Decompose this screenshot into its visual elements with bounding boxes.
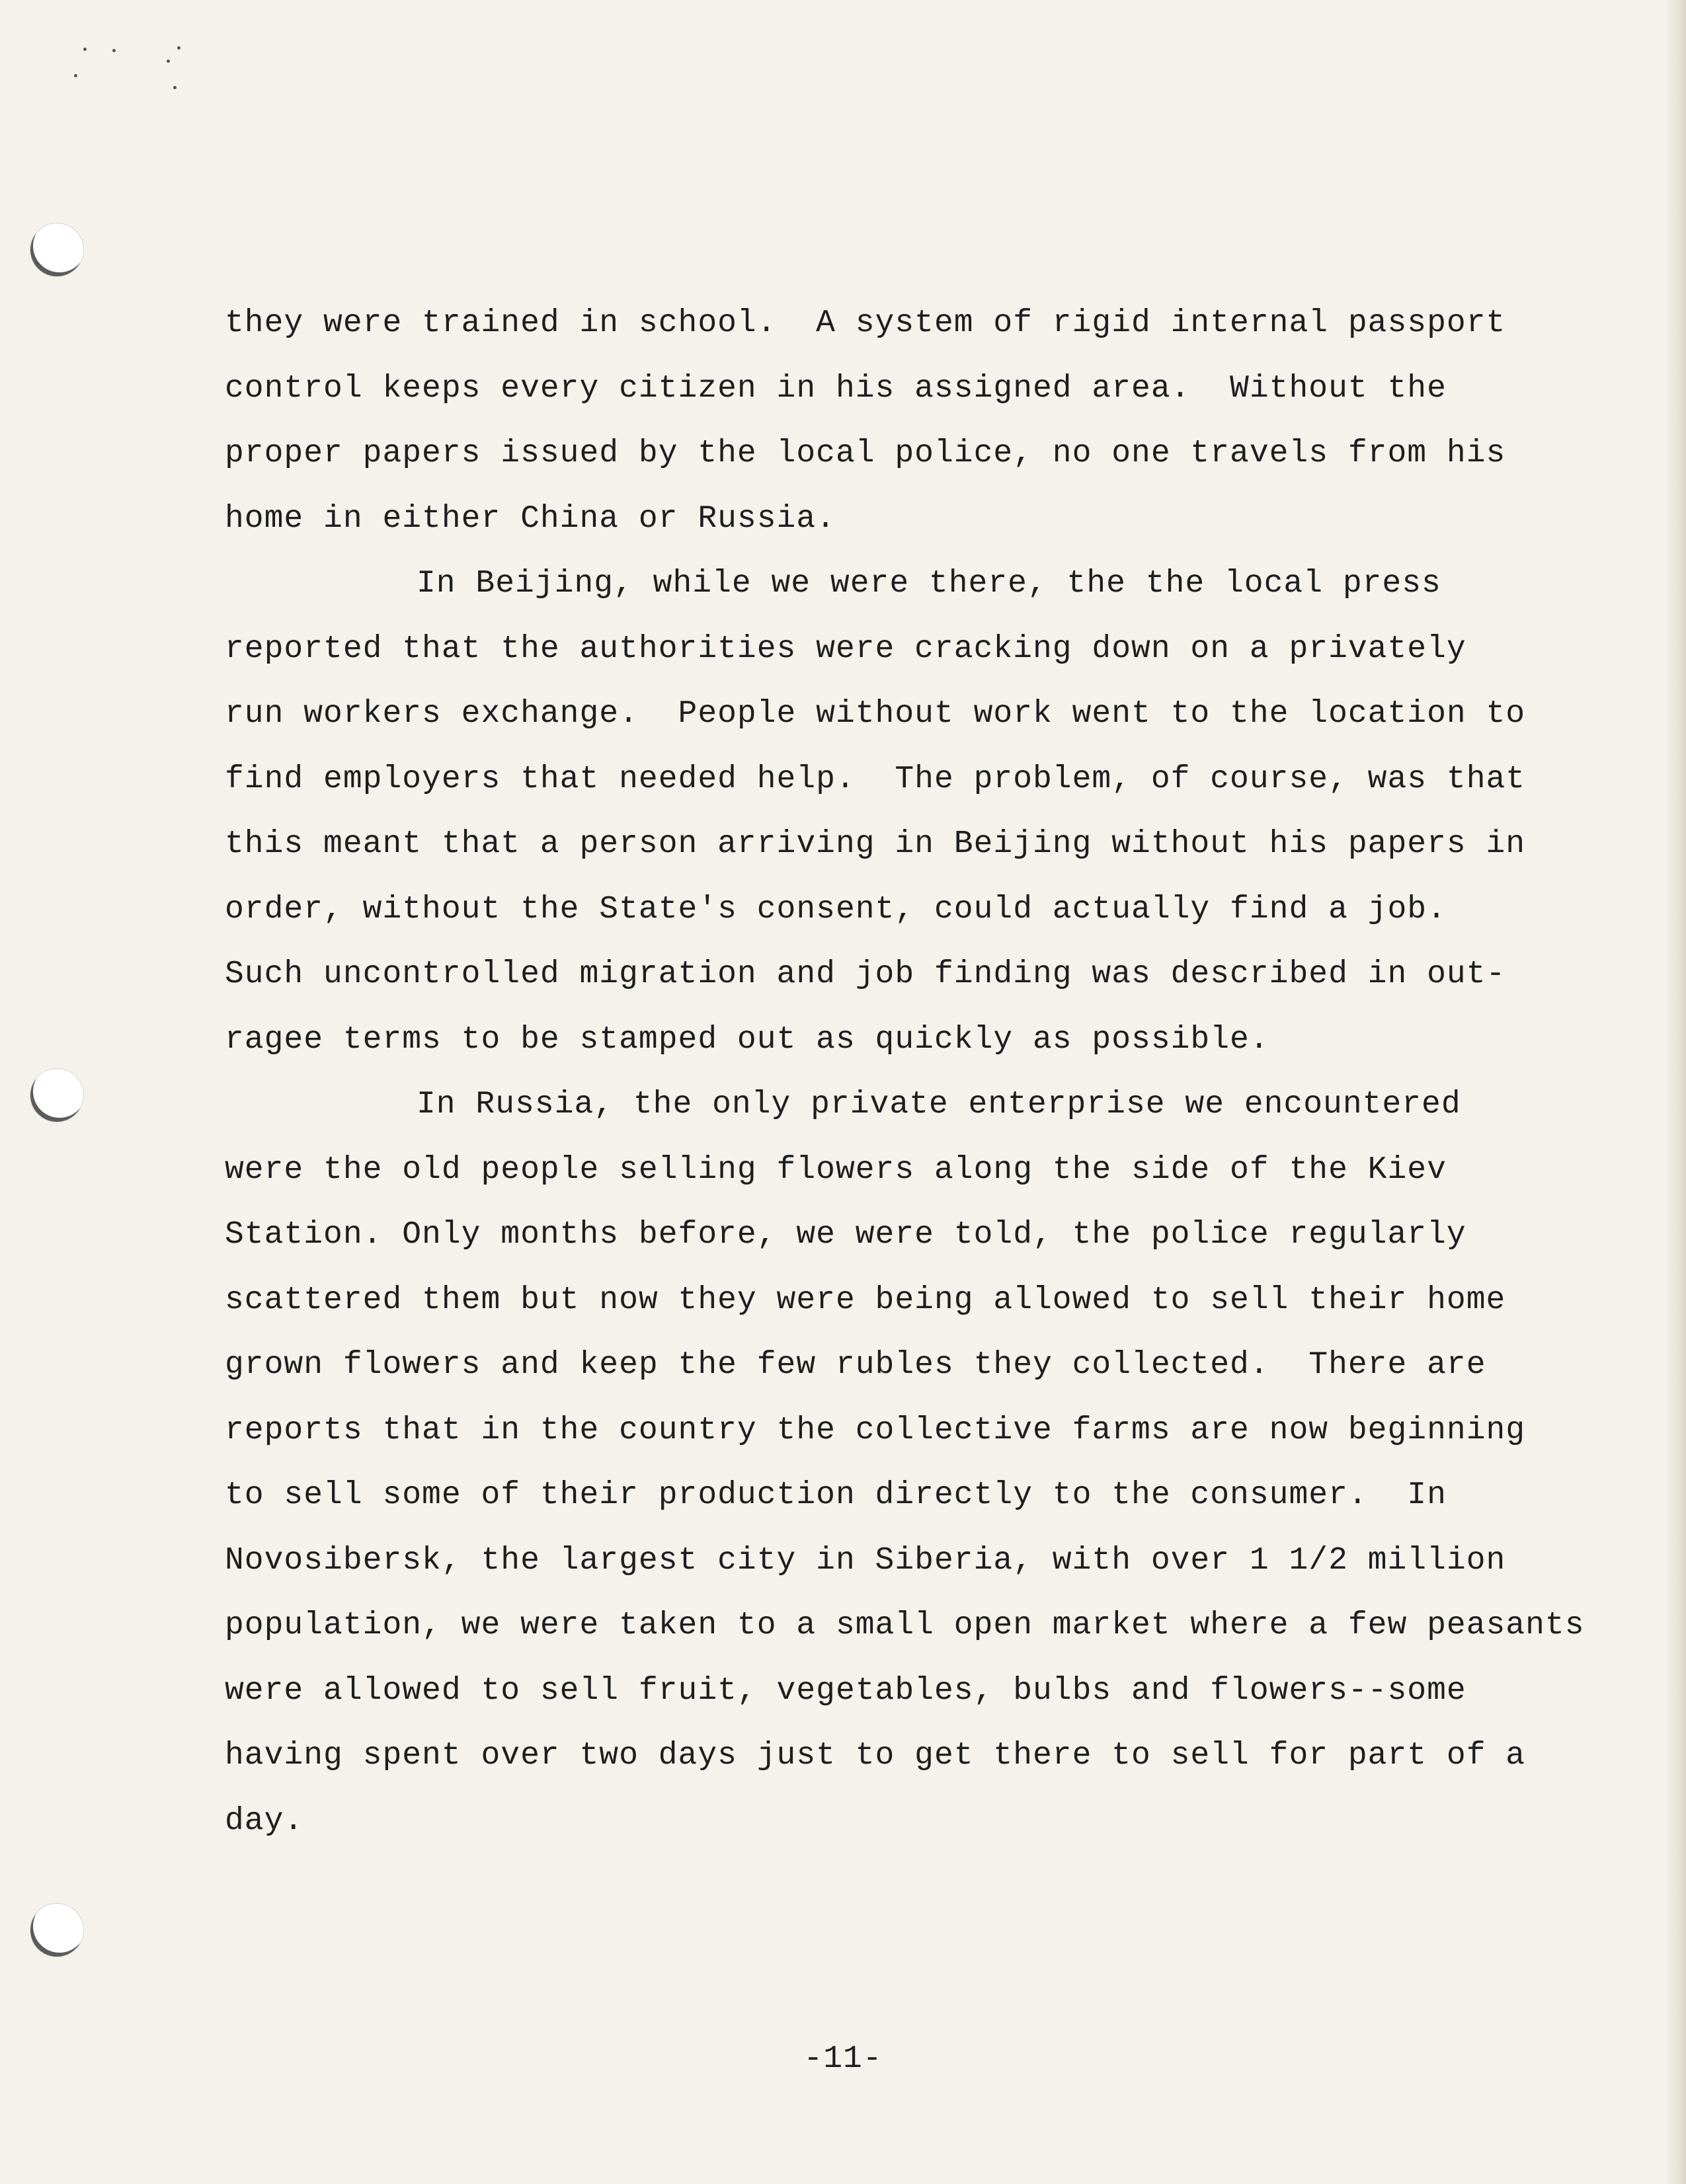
paper-speck [177, 46, 181, 50]
text-line: In Russia, the only private enterprise we encountered [417, 1087, 1461, 1122]
paper-speck [167, 59, 170, 63]
text-line: home in either China or Russia. [225, 500, 836, 537]
text-line: proper papers issued by the local police, no one travels from his [225, 436, 1506, 471]
paper-speck [173, 86, 177, 89]
punch-hole-middle [30, 1069, 83, 1122]
text-line: day. [225, 1803, 304, 1839]
paper-speck [112, 49, 116, 52]
text-line: grown flowers and keep the few rubles they collected. There are [225, 1347, 1486, 1383]
text-line: to sell some of their production directly to the consumer. In [225, 1477, 1447, 1513]
body-text [225, 291, 1600, 1853]
paragraph-2 [225, 551, 1600, 1072]
text-line: ragee terms to be stamped out as quickly as possible. [225, 1021, 1269, 1058]
text-line: population, we were taken to a small open market where a few peasants [225, 1608, 1585, 1643]
text-line: this meant that a person arriving in Beijing without his papers in [225, 826, 1526, 862]
text-line: were allowed to sell fruit, vegetables, bulbs and flowers--some [225, 1672, 1466, 1709]
text-line: run workers exchange. People without work went to the location to [225, 696, 1526, 732]
text-line: In Beijing, while we were there, the the local press [417, 566, 1441, 602]
page-edge-shadow [1666, 0, 1686, 2184]
text-line: they were trained in school. A system of rigid internal passport [225, 305, 1506, 341]
text-line: Novosibersk, the largest city in Siberia, with over 1 1/2 million [225, 1542, 1506, 1579]
text-line: order, without the State's consent, could actually find a job. [225, 891, 1447, 927]
page-number: -11- [803, 2041, 883, 2077]
paper-speck [83, 48, 87, 51]
text-line: reported that the authorities were cracking down on a privately [225, 631, 1466, 667]
text-line: reports that in the country the collective farms are now beginning [225, 1412, 1526, 1448]
punch-hole-top [30, 223, 83, 276]
text-line: control keeps every citizen in his assigned area. Without the [225, 370, 1447, 407]
paragraph-3 [225, 1072, 1600, 1853]
text-line: scattered them but now they were being allowed to sell their home [225, 1282, 1506, 1318]
text-line: having spent over two days just to get there to sell for part of a [225, 1738, 1526, 1774]
text-line: Station. Only months before, we were told, the police regularly [225, 1217, 1466, 1253]
paragraph-1 [225, 291, 1600, 551]
text-line: were the old people selling flowers along the side of the Kiev [225, 1151, 1447, 1188]
paper-speck [74, 74, 77, 77]
punch-hole-bottom [30, 1904, 83, 1957]
text-line: Such uncontrolled migration and job finding was described in out- [225, 956, 1506, 992]
text-line: find employers that needed help. The problem, of course, was that [225, 761, 1526, 797]
